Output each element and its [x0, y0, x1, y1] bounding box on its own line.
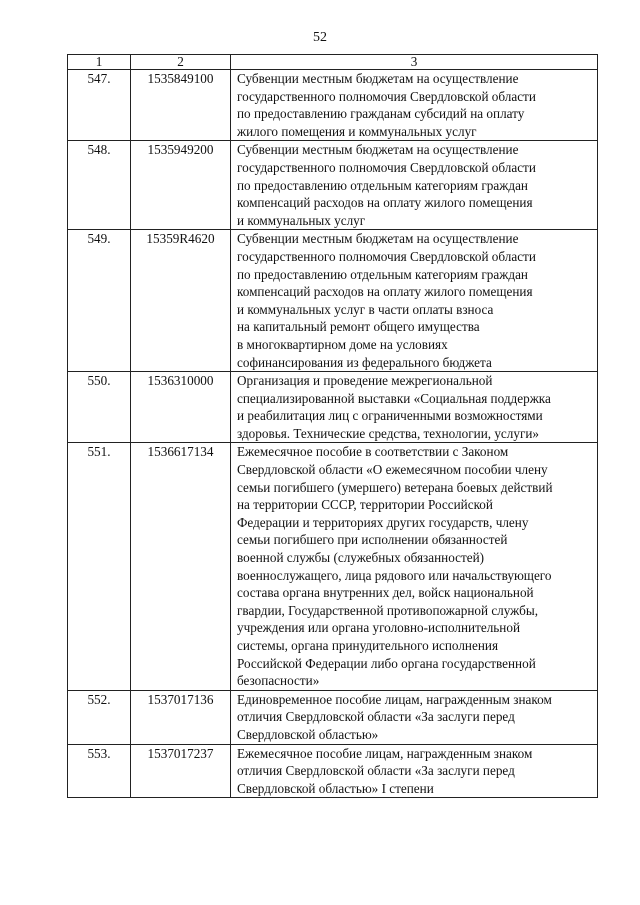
description-line: Ежемесячное пособие в соответствии с Законом — [237, 444, 509, 460]
row-number-cell: 553. — [68, 744, 131, 798]
description-line: Субвенции местным бюджетам на осуществление — [237, 142, 519, 158]
description-line: в многоквартирном доме на условиях — [237, 336, 448, 352]
description-line: учреждения или органа уголовно-исполнительной — [237, 620, 521, 636]
row-number-cell: 550. — [68, 372, 131, 443]
description-line: состава органа внутренних дел, войск национальной — [237, 585, 534, 601]
table-row — [68, 443, 598, 690]
header-col-2: 2 — [131, 55, 231, 70]
row-number-cell: 552. — [68, 690, 131, 744]
code-cell: 15359R4620 — [131, 230, 231, 372]
description-line: жилого помещения и коммунальных услуг — [237, 123, 477, 139]
description-line: и коммунальных услуг — [237, 212, 366, 228]
description-cell — [231, 443, 598, 690]
description-line: компенсаций расходов на оплату жилого помещения — [237, 284, 533, 300]
description-line: системы, органа принудительного исполнения — [237, 638, 499, 653]
description-line: Свердловской области «О ежемесячном пособии члену — [237, 462, 548, 478]
description-line: Ежемесячное пособие лицам, награжденным знаком — [237, 745, 533, 761]
description-line: безопасности» — [237, 673, 320, 689]
description-cell — [231, 372, 598, 443]
description-line: государственного полномочия Свердловской области — [237, 88, 536, 104]
description-line: Организация и проведение межрегиональной — [237, 373, 493, 389]
description-line: Субвенции местным бюджетам на осуществление — [237, 71, 519, 86]
code-cell: 1536310000 — [131, 372, 231, 443]
description-line: семьи погибшего (умершего) ветерана боевых действий — [237, 479, 553, 495]
header-col-1: 1 — [68, 55, 131, 70]
description-line: софинансирования из федерального бюджета — [237, 354, 492, 370]
description-line: отличия Свердловской области «За заслуги перед — [237, 763, 515, 779]
row-number-cell: 547. — [68, 70, 131, 141]
description-cell — [231, 690, 598, 744]
description-line: военнослужащего, лица рядового или начальствующего — [237, 567, 552, 583]
description-line: гвардии, Государственной противопожарной службы, — [237, 602, 538, 618]
description-cell — [231, 70, 598, 141]
description-line: Свердловской областью» I степени — [237, 780, 434, 796]
description-line: Субвенции местным бюджетам на осуществление — [237, 231, 519, 247]
row-number-cell: 551. — [68, 443, 131, 690]
page-number: 52 — [313, 30, 327, 45]
code-cell: 1537017237 — [131, 744, 231, 798]
description-line: компенсаций расходов на оплату жилого помещения — [237, 195, 533, 211]
description-cell — [231, 744, 598, 798]
description-line: по предоставлению отдельным категориям граждан — [237, 266, 528, 282]
description-cell — [231, 230, 598, 372]
description-line: здоровья. Технические средства, технологии, услуги» — [237, 425, 540, 441]
description-line: на территории СССР, территории Российской — [237, 497, 493, 513]
row-number-cell: 548. — [68, 141, 131, 230]
table-row — [68, 230, 598, 372]
code-cell: 1535849100 — [131, 70, 231, 141]
description-line: специализированной выставки «Социальная поддержка — [237, 390, 551, 406]
description-line: Свердловской областью» — [237, 726, 379, 742]
description-line: и коммунальных услуг в части оплаты взноса — [237, 301, 494, 317]
table-row — [68, 141, 598, 230]
table-row — [68, 744, 598, 798]
header-col-3: 3 — [231, 55, 598, 70]
description-line: отличия Свердловской области «За заслуги перед — [237, 709, 515, 725]
code-cell: 1535949200 — [131, 141, 231, 230]
description-line: Российской Федерации либо органа государственной — [237, 655, 536, 671]
description-line: семьи погибшего при исполнении обязанностей — [237, 532, 508, 548]
description-line: Федерации и территориях других государств, члену — [237, 514, 529, 530]
table-row — [68, 70, 598, 141]
table-body — [68, 70, 598, 798]
table-row — [68, 690, 598, 744]
row-number-cell: 549. — [68, 230, 131, 372]
budget-table — [67, 54, 598, 798]
table-header-row — [68, 55, 598, 70]
description-line: Единовременное пособие лицам, награжденным знаком — [237, 691, 552, 707]
description-line: по предоставлению отдельным категориям граждан — [237, 177, 528, 193]
description-cell — [231, 141, 598, 230]
code-cell: 1536617134 — [131, 443, 231, 690]
code-cell: 1537017136 — [131, 690, 231, 744]
description-line: на капитальный ремонт общего имущества — [237, 319, 480, 335]
description-line: государственного полномочия Свердловской области — [237, 159, 536, 175]
description-line: военной службы (служебных обязанностей) — [237, 550, 485, 566]
table-row — [68, 372, 598, 443]
description-line: по предоставлению гражданам субсидий на оплату — [237, 106, 525, 122]
description-line: и реабилитация лиц с ограниченными возможностями — [237, 408, 543, 424]
description-line: государственного полномочия Свердловской области — [237, 248, 536, 264]
